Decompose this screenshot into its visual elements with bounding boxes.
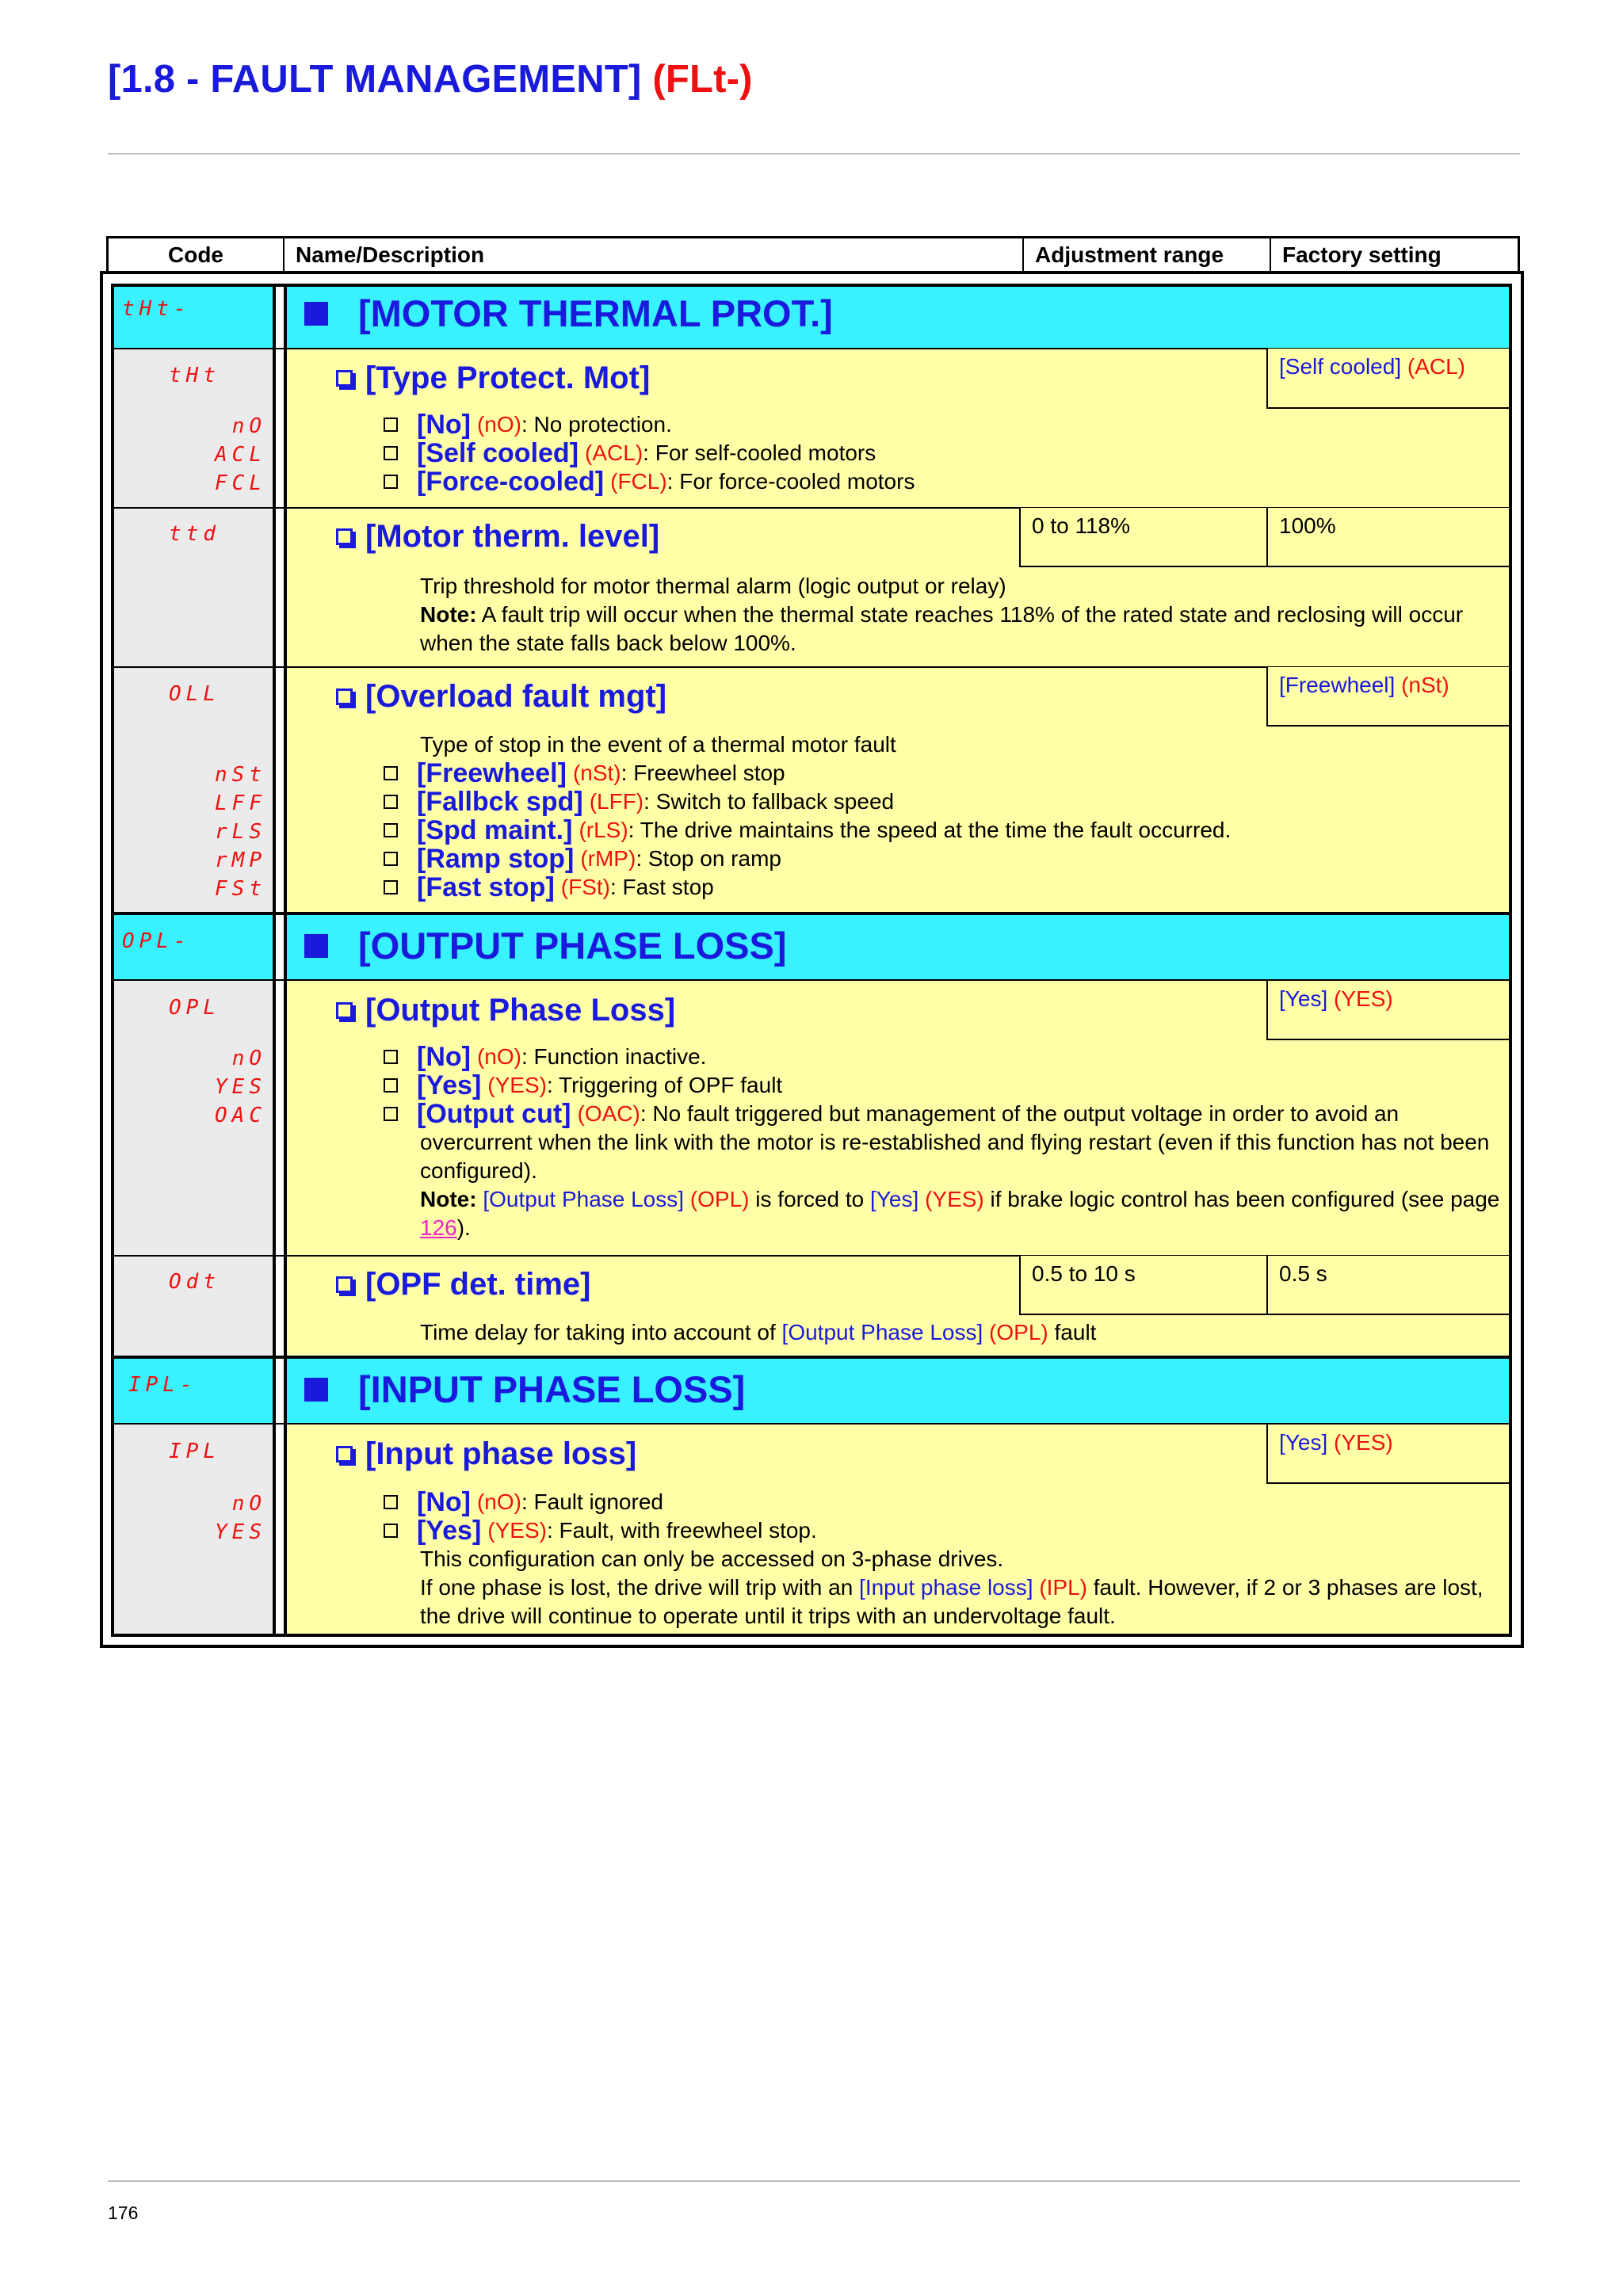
param-title-text: [Output Phase Loss]: [365, 993, 676, 1028]
option-code-paren: (nO): [476, 1489, 521, 1514]
description-text: fault. However, if 2 or 3 phases are lost, the drive will continue to operate until it trips with an undervoltage fault.: [420, 1575, 1484, 1628]
section-title-text: [MOTOR THERMAL PROT.]: [358, 292, 833, 334]
page-number: 176: [108, 2203, 139, 2223]
note-text: if brake logic control has been configured (see page: [990, 1187, 1500, 1211]
section-square-icon: [304, 302, 328, 326]
factory-label: [Yes]: [1279, 986, 1328, 1011]
section-title-text: [OUTPUT PHASE LOSS]: [358, 925, 787, 967]
option-code-paren: (nO): [476, 412, 521, 437]
param-title-output-phase-loss: [336, 990, 675, 1030]
page-title-code: (FLt-): [652, 58, 753, 101]
option-label: [Fast stop]: [417, 872, 555, 902]
note: [420, 1185, 1503, 1242]
description-text: If one phase is lost, the drive will trip with an: [420, 1575, 854, 1600]
param-title-text: [Motor therm. level]: [365, 519, 660, 554]
section-square-icon: [304, 1378, 328, 1402]
note-text: ).: [456, 1215, 471, 1240]
option-code: OAC: [215, 1104, 266, 1127]
option-ramp-stop: [384, 845, 781, 873]
section-title-text: [INPUT PHASE LOSS]: [358, 1368, 746, 1410]
det-time-description: [420, 1318, 1503, 1347]
param-code-ttd: ttd: [169, 522, 220, 546]
page-title: [108, 57, 753, 101]
note-code: (YES): [925, 1187, 984, 1211]
checkbox-icon: [384, 1078, 398, 1093]
factory-setting-type-protect: [1266, 349, 1509, 409]
description-line: This configuration can only be accessed on 3-phase drives.: [420, 1547, 1004, 1571]
option-code-paren: (nO): [476, 1044, 521, 1069]
param-code-odt: Odt: [169, 1270, 220, 1294]
option-code-paren: (FCL): [610, 469, 667, 494]
therm-level-description: [420, 572, 1503, 658]
param-checkbox-icon: [336, 1446, 353, 1463]
description-code: (IPL): [1039, 1575, 1087, 1600]
option-label: [No]: [417, 1487, 471, 1517]
divider: [111, 1634, 1512, 1637]
option-text: : Switch to fallback speed: [643, 789, 895, 814]
option-label: [Ramp stop]: [417, 844, 575, 874]
option-force-cooled: [384, 467, 915, 496]
checkbox-icon: [384, 475, 398, 489]
adjustment-range-det-time: 0.5 to 10 s: [1019, 1256, 1268, 1315]
checkbox-icon: [384, 823, 398, 837]
option-label: [Spd maint.]: [417, 815, 573, 845]
divider: [111, 912, 1512, 915]
option-code-paren: (OAC): [577, 1101, 640, 1126]
param-title-overload-fault: [336, 677, 666, 716]
factory-setting-therm-level: 100%: [1266, 508, 1509, 567]
option-label: [Freewheel]: [417, 758, 567, 788]
option-fallback-speed: [384, 788, 894, 816]
divider: [1509, 284, 1512, 1637]
description-line: Trip threshold for motor thermal alarm (logic output or relay): [420, 574, 1006, 598]
option-text: : No protection.: [521, 412, 672, 437]
section-title-input-phase-loss: [304, 1366, 745, 1413]
option-code: rLS: [215, 820, 266, 844]
option-code: ACL: [215, 443, 266, 467]
section-code-tht: tHt-: [122, 297, 191, 321]
section-title-motor-thermal: [304, 290, 833, 338]
param-title-opf-det-time: [336, 1264, 590, 1304]
param-title-type-protect: [336, 358, 650, 398]
option-code: nO: [231, 414, 266, 438]
option-code: nSt: [215, 763, 266, 787]
param-title-text: [OPF det. time]: [365, 1267, 591, 1302]
option-no: [384, 1043, 706, 1071]
bottom-rule: [108, 2180, 1520, 2182]
divider: [273, 284, 276, 1637]
param-checkbox-icon: [336, 1276, 353, 1293]
factory-label: [Freewheel]: [1279, 673, 1396, 697]
param-title-motor-therm-level: [336, 517, 659, 556]
option-code-paren: (LFF): [589, 789, 644, 814]
option-code: rMP: [215, 849, 266, 872]
param-code-ipl: IPL: [169, 1440, 220, 1463]
option-text: : Fault ignored: [521, 1489, 663, 1514]
option-code: nO: [231, 1047, 266, 1070]
checkbox-icon: [384, 1107, 398, 1121]
note-text: is forced to: [755, 1187, 865, 1211]
option-label: [Force-cooled]: [417, 467, 605, 497]
divider: [111, 284, 1512, 287]
option-code-paren: (nSt): [572, 761, 621, 785]
section-title-output-phase-loss: [304, 922, 787, 970]
checkbox-icon: [384, 1050, 398, 1064]
option-code-paren: (rMP): [580, 846, 636, 871]
checkbox-icon: [384, 446, 398, 460]
factory-label: [Self cooled]: [1279, 354, 1402, 379]
note-ref: [Output Phase Loss]: [483, 1187, 685, 1211]
section-code-ipl: IPL-: [128, 1373, 197, 1397]
option-code: FSt: [215, 877, 266, 901]
divider: [284, 284, 287, 1637]
factory-code: (nSt): [1401, 673, 1449, 697]
option-no: [384, 1488, 663, 1516]
option-output-cut: [384, 1100, 1399, 1128]
option-label: [No]: [417, 1042, 471, 1072]
param-title-text: [Input phase loss]: [365, 1436, 637, 1471]
description-text: fault: [1054, 1320, 1097, 1344]
option-code-paren: (ACL): [585, 441, 643, 465]
factory-setting-output-phase: [1266, 981, 1509, 1040]
description-line: [420, 1573, 1503, 1630]
option-text: : Freewheel stop: [621, 761, 785, 785]
table-header: [106, 236, 1520, 274]
option-text: : Fault, with freewheel stop.: [546, 1518, 817, 1543]
option-code: LFF: [215, 791, 266, 815]
param-title-text: [Overload fault mgt]: [365, 679, 667, 714]
factory-code: (ACL): [1407, 354, 1466, 379]
option-text: : No fault triggered but management of the output voltage in order to avoid an: [640, 1101, 1400, 1126]
description-ref: [Input phase loss]: [859, 1575, 1033, 1600]
option-code-paren: (FSt): [560, 875, 610, 899]
note-label: Note:: [420, 602, 477, 627]
option-label: [Yes]: [417, 1070, 482, 1100]
option-text: : The drive maintains the speed at the time the fault occurred.: [628, 818, 1232, 842]
option-text: : Fast stop: [610, 875, 714, 899]
overload-intro: Type of stop in the event of a thermal motor fault: [420, 732, 896, 757]
header-code: Code: [109, 238, 285, 272]
option-code-paren: (YES): [487, 1518, 547, 1543]
option-fast-stop: [384, 873, 714, 902]
param-code-opl: OPL: [169, 996, 220, 1020]
param-code-tht: tHt: [169, 364, 220, 387]
param-title-text: [Type Protect. Mot]: [365, 360, 651, 395]
option-text: : Triggering of OPF fault: [546, 1073, 783, 1097]
option-label: [Self cooled]: [417, 438, 579, 468]
option-self-cooled: [384, 439, 876, 467]
param-code-oll: OLL: [169, 682, 220, 706]
option-yes: [384, 1071, 782, 1100]
option-code-paren: (YES): [487, 1073, 547, 1097]
note-text: A fault trip will occur when the thermal state reaches 118% of the rated state and reclosing will occur when the state falls back below 100%.: [420, 602, 1464, 655]
description-line: overcurrent when the link with the motor is re-established and flying restart (even if this function has not been configured).: [420, 1130, 1490, 1183]
factory-code: (YES): [1334, 1430, 1393, 1455]
option-speed-maint: [384, 816, 1231, 845]
param-checkbox-icon: [336, 528, 353, 545]
note-label: Note:: [420, 1187, 477, 1211]
option-code: nO: [231, 1492, 266, 1516]
top-rule: [108, 153, 1520, 154]
divider: [111, 1356, 1512, 1359]
factory-label: [Yes]: [1279, 1430, 1328, 1455]
page-link[interactable]: 126: [420, 1215, 457, 1240]
description-code: (OPL): [989, 1320, 1048, 1344]
option-text: : Stop on ramp: [636, 846, 781, 871]
description-ref: [Output Phase Loss]: [781, 1320, 983, 1344]
adjustment-range-therm-level: 0 to 118%: [1019, 508, 1268, 567]
option-no: [384, 410, 672, 439]
checkbox-icon: [384, 766, 398, 780]
page-title-text: [1.8 - FAULT MANAGEMENT]: [108, 58, 642, 101]
option-label: [Fallbck spd]: [417, 787, 583, 817]
checkbox-icon: [384, 1524, 398, 1538]
param-checkbox-icon: [336, 370, 353, 387]
option-freewheel: [384, 759, 785, 788]
output-cut-continuation: [420, 1128, 1503, 1242]
param-checkbox-icon: [336, 1002, 353, 1019]
checkbox-icon: [384, 880, 398, 894]
option-code: YES: [215, 1520, 266, 1544]
header-factory: Factory setting: [1282, 242, 1442, 267]
factory-setting-det-time: 0.5 s: [1266, 1256, 1509, 1315]
option-code-paren: (rLS): [579, 818, 628, 842]
factory-setting-input-phase: [1266, 1425, 1509, 1484]
param-title-input-phase-loss: [336, 1434, 636, 1474]
section-square-icon: [304, 934, 328, 958]
input-phase-description: [420, 1545, 1503, 1630]
divider: [111, 284, 114, 1637]
factory-code: (YES): [1334, 986, 1393, 1011]
option-label: [Output cut]: [417, 1099, 571, 1129]
checkbox-icon: [384, 795, 398, 809]
description-text: Time delay for taking into account of: [420, 1320, 776, 1344]
section-code-opl: OPL-: [122, 929, 191, 953]
note-code: (OPL): [689, 1187, 750, 1211]
option-label: [No]: [417, 410, 471, 440]
option-text: : For self-cooled motors: [643, 441, 876, 465]
param-checkbox-icon: [336, 688, 353, 705]
option-yes: [384, 1516, 817, 1545]
header-range: Adjustment range: [1024, 238, 1271, 272]
option-text: : Function inactive.: [521, 1044, 707, 1069]
checkbox-icon: [384, 418, 398, 432]
header-name: Name/Description: [285, 238, 1024, 272]
option-code: FCL: [215, 471, 266, 495]
checkbox-icon: [384, 852, 398, 866]
option-code: YES: [215, 1075, 266, 1099]
option-text: : For force-cooled motors: [666, 469, 915, 494]
checkbox-icon: [384, 1495, 398, 1509]
option-label: [Yes]: [417, 1516, 482, 1546]
note-ref: [Yes]: [870, 1187, 919, 1211]
note: [420, 601, 1503, 658]
factory-setting-overload: [1266, 667, 1509, 727]
